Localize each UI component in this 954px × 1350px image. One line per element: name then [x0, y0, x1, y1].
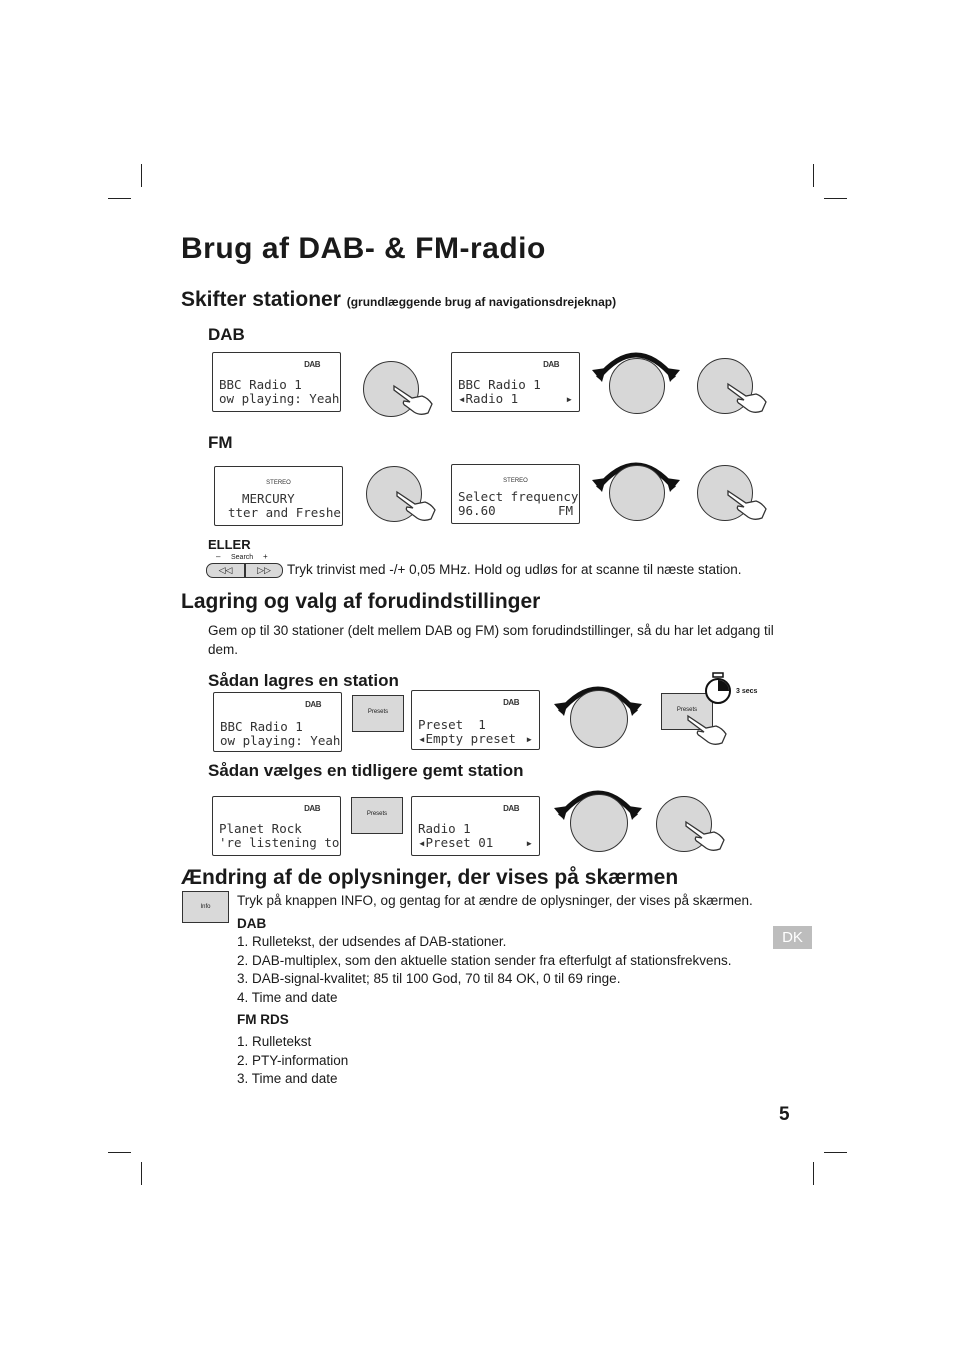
fm-rds-heading: FM RDS: [237, 1012, 289, 1027]
crop-mark: [813, 164, 814, 187]
display-line: FM: [557, 503, 573, 518]
stereo-indicator: STEREO: [503, 478, 528, 484]
search-plus-label: +: [263, 552, 268, 561]
pointing-hand-icon: [686, 712, 728, 746]
rewind-icon: ◁◁: [218, 565, 233, 575]
display-line: BBC Radio 1: [219, 377, 302, 392]
stereo-indicator: STEREO: [266, 480, 291, 486]
section-heading-display-info: Ændring af de oplysninger, der vises på skærmen: [181, 866, 679, 889]
pointing-hand-icon: [684, 818, 726, 852]
store-display-2: [411, 690, 540, 750]
store-station-heading: Sådan lagres en station: [208, 671, 399, 690]
display-line: tter and Freshe: [228, 505, 341, 520]
display-line: ow playing: Yeah: [219, 391, 340, 406]
dab-info-list: [237, 933, 732, 1007]
page-title: Brug af DAB- & FM-radio: [181, 232, 546, 265]
list-item: 1. Rulletekst: [237, 1034, 312, 1049]
crop-mark: [824, 1152, 847, 1153]
crop-mark: [141, 1162, 142, 1185]
display-line: ow playing: Yeah: [220, 733, 341, 748]
presets-intro: Gem op til 30 stationer (delt mellem DAB og FM) som forudindstillinger, så du har let adgang til dem.: [208, 623, 774, 657]
crop-mark: [108, 1152, 131, 1153]
dab-logo: DAB: [503, 804, 519, 813]
display-line-text: Preset 01: [425, 835, 494, 850]
dab-label: DAB: [208, 325, 245, 344]
language-badge: DK: [773, 926, 812, 949]
list-item: 4. Time and date: [237, 989, 338, 1005]
stopwatch-icon: [702, 672, 736, 706]
list-item: 1. Rulletekst, der udsendes af DAB-stationer.: [237, 934, 507, 949]
or-label: ELLER: [208, 537, 251, 552]
search-back-button[interactable]: [206, 563, 245, 578]
section-heading-text: Skifter stationer: [181, 288, 341, 311]
pointing-hand-icon: [392, 382, 434, 416]
crop-mark: [813, 1162, 814, 1185]
search-label: Search: [231, 554, 254, 561]
list-item: 2. DAB-multiplex, som den aktuelle station sender fra efterfulgt af stationsfrekvens.: [237, 952, 732, 968]
presets-button[interactable]: [351, 797, 403, 834]
info-button-label: Info: [200, 904, 211, 910]
presets-button-label: Presets: [676, 707, 698, 713]
display-line-text: Empty preset: [425, 731, 516, 746]
display-line: 're listening to: [219, 835, 340, 850]
store-display-1: [213, 692, 342, 752]
display-line: Select frequency: [458, 489, 579, 504]
list-item: 3. Time and date: [237, 1071, 338, 1086]
display-line: 96.60: [458, 503, 496, 518]
display-line: BBC Radio 1: [458, 377, 541, 392]
pointing-hand-icon: [726, 487, 768, 521]
dab-display-1: [212, 352, 341, 412]
dab-logo: DAB: [503, 698, 519, 707]
navigation-knob[interactable]: [609, 358, 665, 414]
navigation-knob[interactable]: [570, 794, 628, 852]
three-seconds-label: 3 secs: [736, 688, 758, 695]
recall-display-1: [212, 796, 341, 856]
crop-mark: [141, 164, 142, 187]
section-heading-stations: [181, 288, 616, 312]
arrow-right-icon: ▸: [525, 835, 533, 850]
search-forward-button[interactable]: [245, 563, 283, 578]
display-line-text: Radio 1: [465, 391, 519, 406]
dab-logo: DAB: [304, 360, 320, 369]
list-item: 2. PTY-information: [237, 1052, 349, 1068]
dab-logo: DAB: [305, 700, 321, 709]
pointing-hand-icon: [395, 488, 437, 522]
arrow-right-icon: ▸: [525, 731, 533, 746]
navigation-knob[interactable]: [609, 465, 665, 521]
navigation-knob[interactable]: [570, 690, 628, 748]
info-button[interactable]: [182, 891, 229, 923]
display-line: Radio 1: [418, 821, 471, 836]
crop-mark: [108, 198, 131, 199]
dab-logo: DAB: [304, 804, 320, 813]
search-instruction: Tryk trinvist med -/+ 0,05 MHz. Hold og udløs for at scanne til næste station.: [287, 562, 742, 577]
fm-display-1: [214, 466, 343, 526]
page-number: 5: [779, 1104, 790, 1125]
presets-button-label: Presets: [366, 811, 388, 817]
dab-logo: DAB: [543, 360, 559, 369]
pointing-hand-icon: [726, 380, 768, 414]
display-line: Preset 1: [418, 717, 486, 732]
fm-label: FM: [208, 433, 233, 452]
fm-display-2: [451, 464, 580, 524]
dab-info-heading: DAB: [237, 916, 267, 931]
dab-display-2: [451, 352, 580, 412]
display-line: ◂Empty preset: [418, 731, 516, 746]
fast-forward-icon: ▷▷: [257, 565, 271, 575]
presets-button[interactable]: [352, 695, 404, 732]
arrow-right-icon: ▸: [565, 391, 573, 406]
section-subheading: (grundlæggende brug af navigationsdrejeknap): [346, 295, 617, 309]
crop-mark: [824, 198, 847, 199]
presets-button-label: Presets: [367, 709, 389, 715]
info-intro: Tryk på knappen INFO, og gentag for at ændre de oplysninger, der vises på skærmen.: [237, 893, 753, 908]
display-line: BBC Radio 1: [220, 719, 303, 734]
recall-display-2: [411, 796, 540, 856]
section-heading-presets: Lagring og valg af forudindstillinger: [181, 590, 541, 613]
display-line: ◂Radio 1: [458, 391, 519, 406]
display-line: MERCURY: [242, 491, 295, 506]
search-minus-label: –: [216, 552, 221, 561]
recall-station-heading: Sådan vælges en tidligere gemt station: [208, 761, 524, 780]
list-item: 3. DAB-signal-kvalitet; 85 til 100 God, 70 til 84 OK, 0 til 69 ringe.: [237, 971, 621, 986]
fm-rds-list: [237, 1033, 348, 1089]
display-line: Planet Rock: [219, 821, 302, 836]
display-line: ◂Preset 01: [418, 835, 494, 850]
